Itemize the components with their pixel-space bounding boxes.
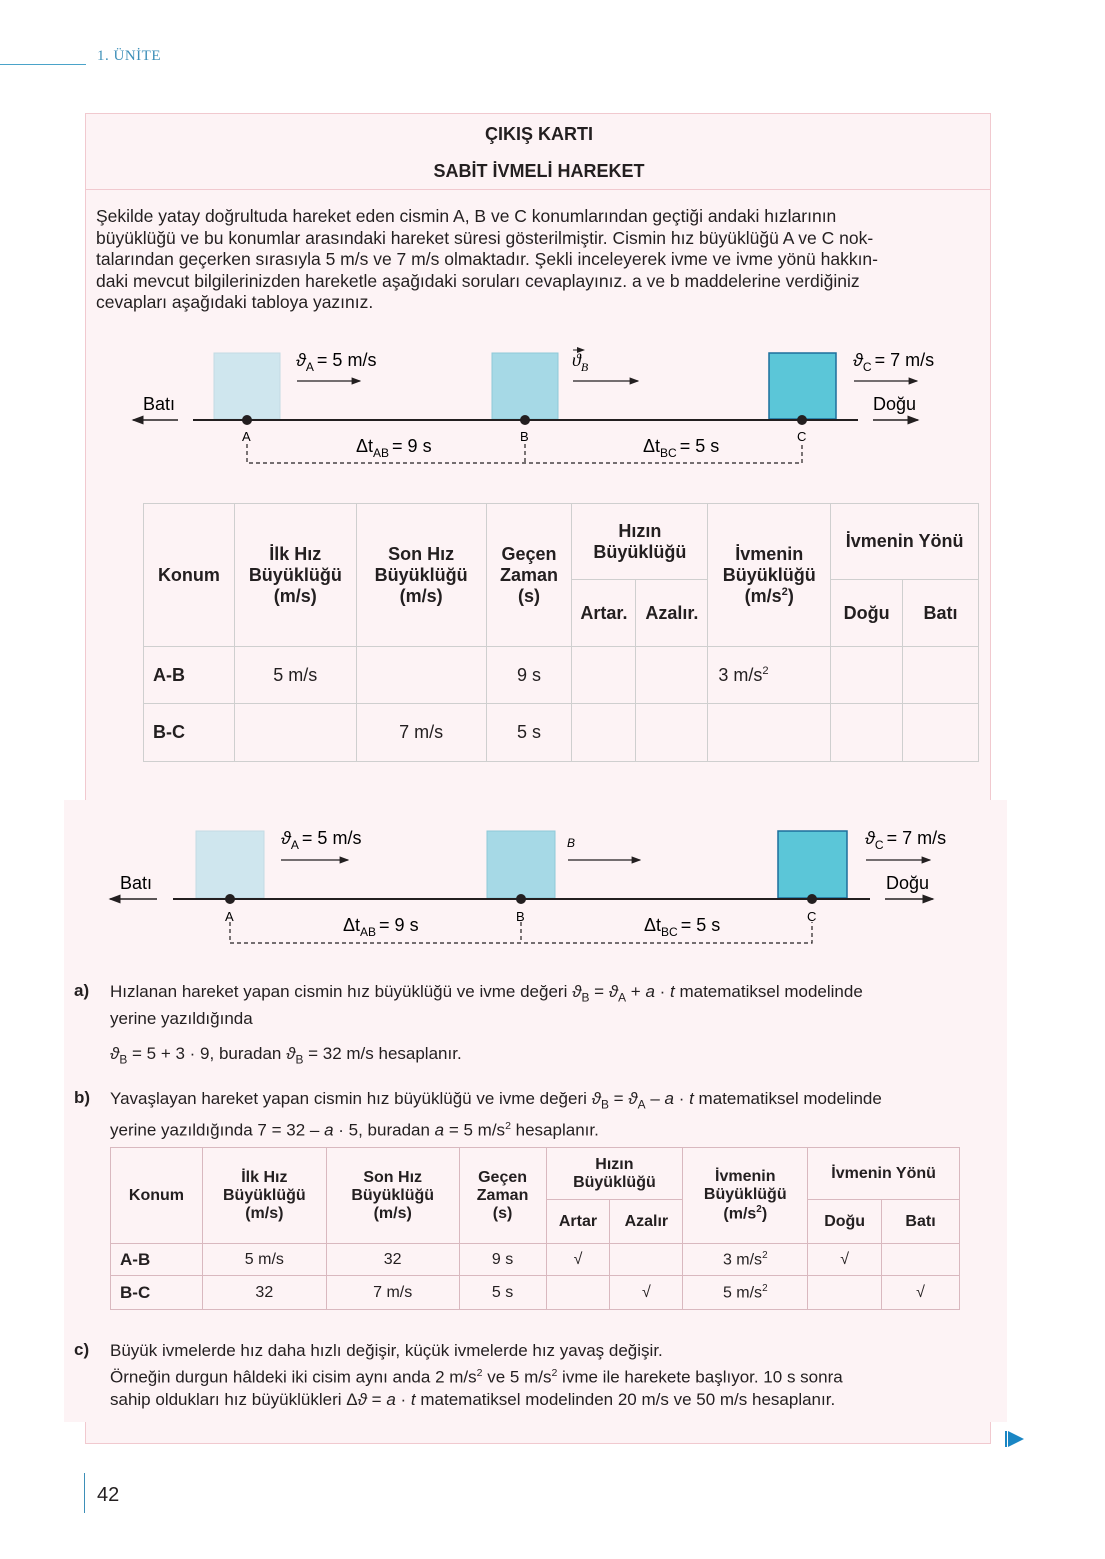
- line: (m/s): [245, 1204, 284, 1222]
- sup: 2: [762, 664, 769, 677]
- symbol: ϑ: [296, 350, 306, 370]
- unit-label: 1. ÜNİTE: [97, 48, 161, 64]
- text: +: [626, 982, 646, 1001]
- sub: A: [637, 1097, 646, 1112]
- sub: C: [874, 838, 884, 852]
- header-konum: Konum: [111, 1148, 203, 1244]
- symbol: ϑ: [572, 350, 581, 370]
- unit-close: ): [761, 1205, 768, 1223]
- intro-line: büyüklüğü ve bu konumlar arasındaki hareket süresi gösterilmiştir. Cismin hız büyüklüğü A ve C nok-: [96, 227, 874, 248]
- box-a: [214, 353, 280, 419]
- text: matematiksel modelinden 20 m/s ve 50 m/s hesaplanır.: [415, 1389, 836, 1409]
- header-ilk-hiz: [234, 504, 356, 647]
- card-subtitle: SABİT İVMELİ HAREKET: [433, 161, 645, 181]
- velocity-a-label: [281, 828, 361, 852]
- symbol: ϑ: [865, 828, 875, 848]
- solution-a-calc: [110, 1043, 462, 1070]
- header-konum: Konum: [144, 504, 235, 647]
- dt-ab-label: [356, 436, 432, 460]
- sub: AB: [373, 446, 390, 460]
- header-son-hiz: [356, 504, 486, 647]
- symbol: ϑ: [853, 350, 863, 370]
- solution-diagram: [0, 800, 1105, 960]
- point-a-label: A: [242, 429, 251, 444]
- text: matematiksel modelinde: [674, 982, 863, 1001]
- header-bati: Batı: [882, 1200, 960, 1244]
- dt: Δt: [343, 915, 361, 935]
- velocity-c-label: [865, 828, 946, 852]
- cell-azalir: [636, 647, 708, 704]
- sym-a: a: [386, 1389, 396, 1409]
- header-gecen-zaman: [459, 1148, 546, 1244]
- table-row: [111, 1276, 960, 1310]
- line: Son Hız: [363, 1168, 423, 1186]
- sym-a: a: [645, 982, 655, 1001]
- cell-bati: [903, 647, 979, 704]
- line: (m/s): [399, 585, 443, 606]
- solution-table: [110, 1147, 960, 1310]
- card-title: ÇIKIŞ KARTI: [485, 124, 593, 144]
- header-artar: Artar: [546, 1200, 610, 1244]
- line: Zaman: [500, 564, 559, 585]
- dt: Δt: [356, 436, 374, 456]
- sup: 2: [756, 1203, 762, 1215]
- sup: 2: [762, 1282, 768, 1294]
- text: hesaplanır.: [510, 1121, 599, 1141]
- line: Hızın: [595, 1155, 634, 1173]
- cell-zaman: 9 s: [486, 647, 572, 704]
- line: Büyüklüğü: [573, 1173, 656, 1191]
- text: Hızlanan hareket yapan cismin hız büyüklüğü ve ivme değeri: [110, 982, 573, 1001]
- cell-artar: √: [546, 1244, 610, 1276]
- page-number-rule: [84, 1473, 85, 1513]
- unit: (m/s: [744, 585, 782, 606]
- sup: 2: [551, 1367, 558, 1379]
- solution-b-text: [110, 1088, 1000, 1142]
- box-a: [196, 831, 264, 898]
- cell-artar: [572, 704, 636, 762]
- page-number: 42: [97, 1484, 120, 1506]
- sup: 2: [762, 1249, 768, 1261]
- cell-ivme: [708, 647, 831, 704]
- header-gecen-zaman: [486, 504, 572, 647]
- sym-a: a: [434, 1121, 445, 1141]
- line: (s): [518, 585, 541, 606]
- point-a-dot: [242, 415, 252, 425]
- sub: B: [580, 360, 589, 374]
- text: Örneğin durgun hâldeki iki cisim aynı anda 2 m/s: [110, 1367, 477, 1387]
- cell-ivme: [683, 1244, 808, 1276]
- header-hizin-buyuklugu: [572, 504, 708, 580]
- sym: ϑ: [110, 1044, 120, 1063]
- line: Büyüklüğü: [222, 1186, 306, 1204]
- header-bati: Batı: [903, 580, 979, 647]
- cell-konum: B-C: [144, 704, 235, 762]
- solution-a-label: a): [74, 981, 90, 1000]
- cell-ilk: 32: [202, 1276, 326, 1310]
- line: Geçen: [501, 543, 557, 564]
- text: = 5 m/s: [444, 1121, 506, 1141]
- symbol: ϑ: [281, 828, 291, 848]
- value: = 7 m/s: [886, 828, 947, 848]
- table-row: [111, 1244, 960, 1276]
- value: = 9 s: [379, 915, 419, 935]
- cell-son: 7 m/s: [326, 1276, 459, 1310]
- line: Büyüklüğü: [248, 564, 342, 585]
- cell-azalir: [636, 704, 708, 762]
- line: (m/s): [273, 585, 317, 606]
- dot: ·: [654, 982, 671, 1001]
- line: Büyüklüğü: [722, 564, 816, 585]
- unit: (m/s: [723, 1205, 757, 1223]
- point-b-dot: [516, 894, 526, 904]
- header-ivmenin-yonu: İvmenin Yönü: [831, 504, 979, 580]
- value: = 5 m/s: [301, 828, 362, 848]
- sym: ϑ: [572, 982, 582, 1001]
- sub: B: [119, 1052, 128, 1067]
- text: –: [645, 1089, 665, 1108]
- line: Zaman: [476, 1186, 529, 1204]
- sub: A: [305, 360, 314, 374]
- sub: A: [290, 838, 299, 852]
- sup: 2: [781, 585, 788, 598]
- solution-c-label: c): [74, 1340, 90, 1359]
- text: yerine yazıldığında 7 = 32 –: [110, 1121, 325, 1141]
- eq: =: [366, 1389, 387, 1409]
- line: Büyüklüğü: [593, 541, 687, 562]
- header-ilk-hiz: [202, 1148, 326, 1244]
- intro-line: Şekilde yatay doğrultuda hareket eden cismin A, B ve C konumlarından geçtiği andaki hızlarının: [96, 206, 837, 226]
- box-c: [769, 353, 836, 419]
- cell-artar: [546, 1276, 610, 1310]
- sym: ϑ: [591, 1089, 601, 1108]
- line: İlk Hız: [269, 543, 322, 564]
- solution-a-text: [110, 981, 1000, 1030]
- east-label: Doğu: [873, 394, 917, 414]
- box-c: [778, 831, 847, 898]
- sub: BC: [660, 446, 677, 460]
- text: = 5 + 3 · 9, buradan: [127, 1044, 287, 1063]
- header-azalir: Azalır.: [636, 580, 708, 647]
- solution-b-label: b): [74, 1088, 91, 1107]
- velocity-b-label: B: [567, 836, 576, 850]
- point-b-label: B: [516, 909, 525, 924]
- sup: 2: [476, 1367, 483, 1379]
- table-row: [144, 647, 979, 704]
- cell-ilk: 5 m/s: [234, 647, 356, 704]
- point-c-dot: [807, 894, 817, 904]
- line: Geçen: [478, 1168, 528, 1186]
- line: Büyüklüğü: [374, 564, 468, 585]
- dot: ·: [395, 1389, 411, 1409]
- point-a-dot: [225, 894, 235, 904]
- line: (m/s): [373, 1204, 412, 1222]
- cell-azalir: [610, 1244, 683, 1276]
- header-azalir: Azalır: [610, 1200, 683, 1244]
- dt-bc-label: [644, 915, 720, 939]
- intro-line: daki mevcut bilgilerinizden hareketle aşağıdaki soruları cevaplayınız. a ve b maddelerine verdiğiniz: [96, 270, 860, 291]
- header-artar: Artar.: [572, 580, 636, 647]
- point-a-label: A: [225, 909, 234, 924]
- west-label: Batı: [143, 394, 176, 414]
- cell-son: 32: [326, 1244, 459, 1276]
- line: İvmenin: [715, 1167, 776, 1185]
- line: Büyüklüğü: [351, 1186, 435, 1204]
- value: = 5 m/s: [316, 350, 377, 370]
- sym: ϑ: [628, 1089, 638, 1108]
- eq: =: [608, 1089, 629, 1108]
- cell-zaman: 9 s: [459, 1244, 546, 1276]
- text: = 32 m/s hesaplanır.: [303, 1044, 462, 1063]
- text: Büyük ivmelerde hız daha hızlı değişir, küçük ivmelerde hız yavaş değişir.: [110, 1341, 663, 1360]
- header-ivmenin-buyuklugu: [708, 504, 831, 647]
- cell-azalir: √: [610, 1276, 683, 1310]
- cell-dogu: √: [808, 1244, 882, 1276]
- cell-zaman: 5 s: [486, 704, 572, 762]
- dt-bc-label: [643, 436, 719, 460]
- west-label: Batı: [120, 873, 153, 893]
- line: Büyüklüğü: [703, 1185, 787, 1203]
- dashed-bracket: [230, 922, 812, 943]
- line: İvmenin: [735, 543, 804, 564]
- dt: Δt: [643, 436, 661, 456]
- text: matematiksel modelinde: [693, 1089, 882, 1108]
- sup: 2: [505, 1120, 511, 1133]
- text: yerine yazıldığında: [110, 1009, 253, 1029]
- cell-ilk: 5 m/s: [202, 1244, 326, 1276]
- unit-close: ): [787, 585, 794, 606]
- value: = 9 s: [392, 436, 432, 456]
- cell-ivme: [683, 1276, 808, 1310]
- sym-a: a: [324, 1121, 334, 1141]
- motion-diagram: [0, 0, 1105, 500]
- cell-artar: [572, 647, 636, 704]
- sub: A: [618, 990, 627, 1005]
- value: 5 m/s: [722, 1284, 763, 1302]
- intro-line: cevapları aşağıdaki tabloya yazınız.: [96, 292, 374, 312]
- eq: =: [589, 982, 609, 1001]
- cell-son: [356, 647, 486, 704]
- sym: ϑ: [357, 1389, 367, 1409]
- sub: AB: [360, 925, 377, 939]
- cell-dogu: [831, 647, 903, 704]
- value: 3 m/s: [718, 664, 763, 685]
- dot: ·: [673, 1089, 690, 1108]
- header-dogu: Doğu: [831, 580, 903, 647]
- cell-zaman: 5 s: [459, 1276, 546, 1310]
- cell-konum: A-B: [111, 1244, 203, 1276]
- sym: ϑ: [286, 1044, 296, 1063]
- line: Hızın: [618, 520, 662, 541]
- text: ve 5 m/s: [482, 1367, 552, 1387]
- cell-konum: A-B: [144, 647, 235, 704]
- cell-bati: [882, 1244, 960, 1276]
- value: = 5 s: [680, 915, 721, 935]
- line: (s): [492, 1204, 513, 1222]
- cell-ilk: [234, 704, 356, 762]
- header-dogu: Doğu: [808, 1200, 882, 1244]
- sym-t: t: [670, 982, 675, 1001]
- header-ivmenin-yonu: İvmenin Yönü: [808, 1148, 960, 1200]
- east-label: Doğu: [886, 873, 930, 893]
- box-b: [492, 353, 558, 419]
- dt: Δt: [644, 915, 662, 935]
- sub: B: [600, 1097, 609, 1112]
- sub: B: [581, 990, 590, 1005]
- line: İlk Hız: [241, 1168, 288, 1186]
- sym: ϑ: [608, 982, 619, 1001]
- value: = 5 s: [679, 436, 720, 456]
- next-page-icon[interactable]: [1008, 1431, 1024, 1447]
- cell-bati: √: [882, 1276, 960, 1310]
- next-page-bar: [1005, 1431, 1007, 1447]
- text: ivme ile harekete başlıyor. 10 s sonra: [557, 1367, 843, 1387]
- solution-c-text: [110, 1340, 1000, 1411]
- cell-son: 7 m/s: [356, 704, 486, 762]
- sym-t: t: [689, 1089, 694, 1108]
- cell-dogu: [831, 704, 903, 762]
- value: = 7 m/s: [874, 350, 935, 370]
- cell-konum: B-C: [111, 1276, 203, 1310]
- sub: BC: [661, 925, 678, 939]
- text: sahip oldukları hız büyüklükleri Δ: [110, 1389, 358, 1409]
- answer-table: [143, 503, 979, 762]
- sub: B: [295, 1052, 304, 1067]
- dt-ab-label: [343, 915, 419, 939]
- cell-dogu: [808, 1276, 882, 1310]
- sym-t: t: [410, 1389, 416, 1409]
- velocity-a-label: [296, 350, 376, 374]
- point-c-label: C: [797, 429, 807, 444]
- velocity-b-label: [572, 350, 589, 374]
- text: · 5, buradan: [333, 1121, 435, 1141]
- value: 3 m/s: [722, 1251, 763, 1269]
- point-b-label: B: [520, 429, 529, 444]
- header-ivmenin-buyuklugu: [683, 1148, 808, 1244]
- line: Son Hız: [388, 543, 455, 564]
- point-c-label: C: [807, 909, 817, 924]
- intro-line: talarından geçerken sırasıyla 5 m/s ve 7 m/s olmaktadır. Şekli inceleyerek ivme ve ivme yönü hakkın-: [96, 249, 878, 269]
- header-hizin-buyuklugu: [546, 1148, 683, 1200]
- velocity-c-label: [853, 350, 934, 374]
- header-son-hiz: [326, 1148, 459, 1244]
- table-row: [144, 704, 979, 762]
- cell-ivme: [708, 704, 831, 762]
- sub: C: [862, 360, 872, 374]
- point-b-dot: [520, 415, 530, 425]
- box-b: [487, 831, 555, 898]
- text: Yavaşlayan hareket yapan cismin hız büyüklüğü ve ivme değeri: [110, 1089, 592, 1108]
- cell-bati: [903, 704, 979, 762]
- point-c-dot: [797, 415, 807, 425]
- sym-a: a: [664, 1089, 674, 1108]
